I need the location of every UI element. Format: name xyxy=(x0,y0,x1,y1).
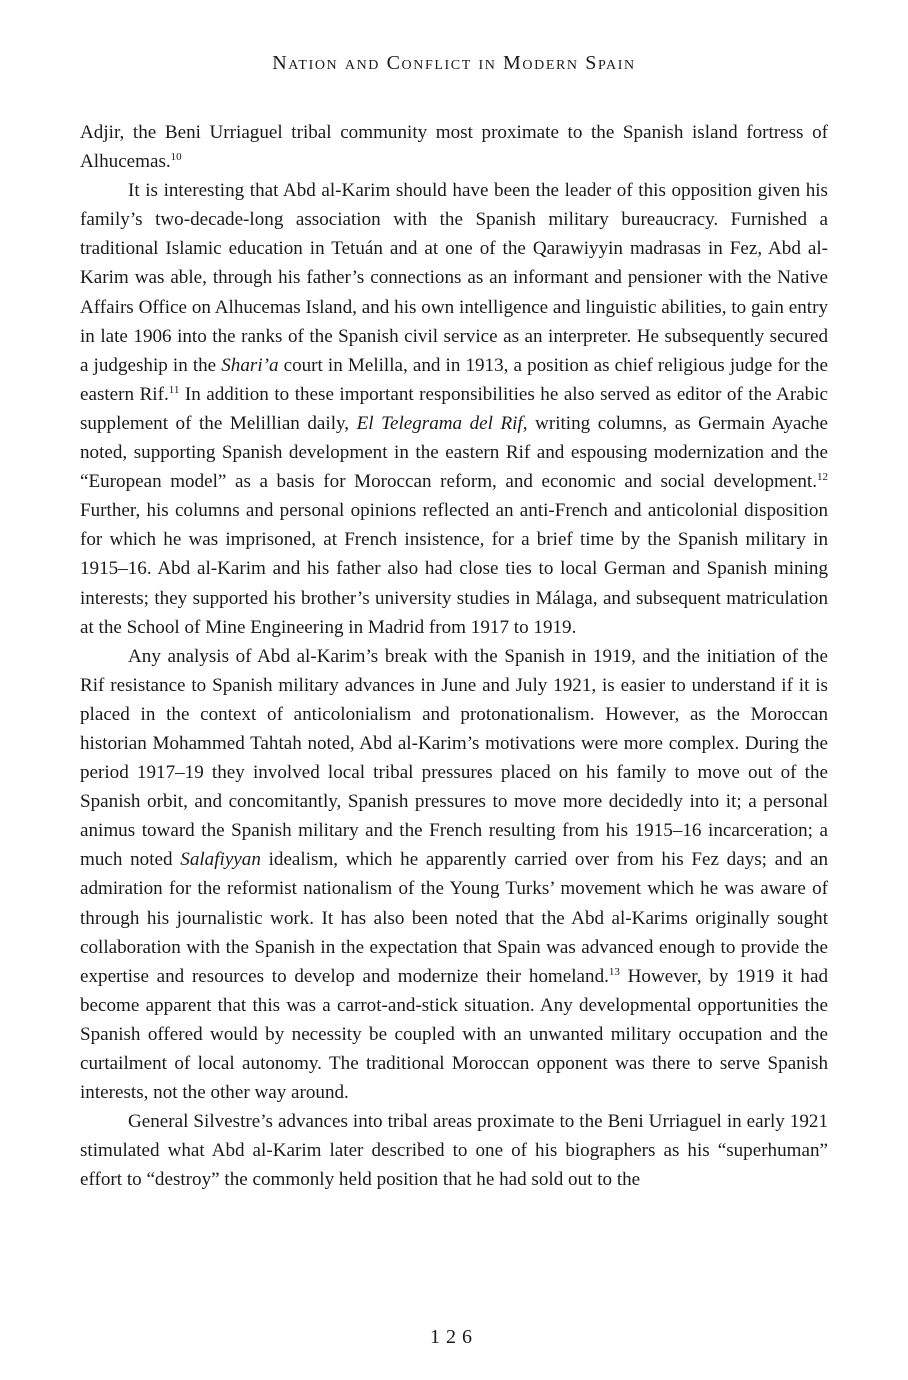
paragraph-3 xyxy=(80,642,828,1108)
text-span: Any analysis of Abd al-Karim’s break with the Spanish in 1919, and the initiation of the Rif resistance to Spanish military advances in June and July 1921, is easier to understand if it is placed in the context of anticolonialism and protonationalism. However, as the Moroccan historian Mohammed Tahtah noted, Abd al-Karim’s motivations were more complex. During the period 1917–19 they involved local tribal pressures placed on his family to move out of the Spanish orbit, and concomitantly, Spanish pressures to move more decidedly into it; a personal animus toward the Spanish military and the French resulting from his 1915–16 incarceration; a much noted xyxy=(80,645,828,871)
text-span: Adjir, the Beni Urriaguel tribal community most proximate to the Spanish island fortress of Alhucemas. xyxy=(80,122,828,173)
text-span: It is interesting that Abd al-Karim should have been the leader of this opposition given his family’s two-decade-long association with the Spanish military bureaucracy. Furnished a traditional Islamic education in Tetuán and at one of the Qarawiyyin madrasas in Fez, Abd al-Karim was able, through his father’s connections as an informant and pensioner with the Native Affairs Office on Alhucemas Island, and his own intelligence and linguistic abilities, to gain entry in late 1906 into the ranks of the Spanish civil service as an interpreter. He subsequently secured a judgeship in the xyxy=(80,180,828,376)
body-text xyxy=(80,118,828,1194)
text-span: Further, his columns and personal opinions reflected an anti-French and anticolonial disposition for which he was imprisoned, at French insistence, for a brief time by the Spanish military in 1915–16. Abd al-Karim and his father also had close ties to local German and Spanish mining interests; they supported his brother’s university studies in Málaga, and subsequent matriculation at the School of Mine Engineering in Madrid from 1917 to 1919. xyxy=(80,500,828,638)
text-span: In addition to these important responsibilities he also served as editor of the Arabic supplement of the Melillian daily, xyxy=(80,383,828,434)
running-head: Nation and Conflict in Modern Spain xyxy=(272,52,636,74)
italic-term: El Telegrama del Rif, xyxy=(356,412,528,434)
italic-term: Shari’a xyxy=(221,354,279,376)
paragraph-1 xyxy=(80,118,828,176)
footnote-ref: 13 xyxy=(608,965,620,978)
page-number: 126 xyxy=(430,1326,478,1348)
text-span: However, by 1919 it had become apparent that this was a carrot-and-stick situation. Any developmental opportunities the Spanish offered would by necessity be coupled with an unwanted military occupation and the curtailment of local autonomy. The traditional Moroccan opponent was there to serve Spanish interests, not the other way around. xyxy=(80,965,828,1104)
text-span: idealism, which he apparently carried over from his Fez days; and an admiration for the reformist nationalism of the Young Turks’ movement which he was aware of through his journalistic work. It has also been noted that the Abd al-Karims originally sought collaboration with the Spanish in the expectation that Spain was advanced enough to provide the expertise and resources to develop and modernize their homeland. xyxy=(80,849,828,987)
footnote-ref: 11 xyxy=(168,383,180,396)
paragraph-2 xyxy=(80,176,828,642)
footnote-ref: 10 xyxy=(170,151,182,164)
italic-term: Salafiyyan xyxy=(180,849,261,871)
footnote-ref: 12 xyxy=(817,471,828,484)
paragraph-4 xyxy=(80,1107,828,1194)
text-span: court in Melilla, and in 1913, a position as chief religious judge for the eastern Rif. xyxy=(80,354,828,405)
text-span: General Silvestre’s advances into tribal areas proximate to the Beni Urriaguel in early 1921 stimulated what Abd al-Karim later described to one of his biographers as his “superhuman” effort to “destroy” the commonly held position that he had sold out to the xyxy=(80,1111,828,1191)
text-span: writing columns, as Germain Ayache noted, supporting Spanish development in the eastern Rif and espousing modernization and the “European model” as a basis for Moroccan reform, and economic and social development. xyxy=(80,412,828,493)
